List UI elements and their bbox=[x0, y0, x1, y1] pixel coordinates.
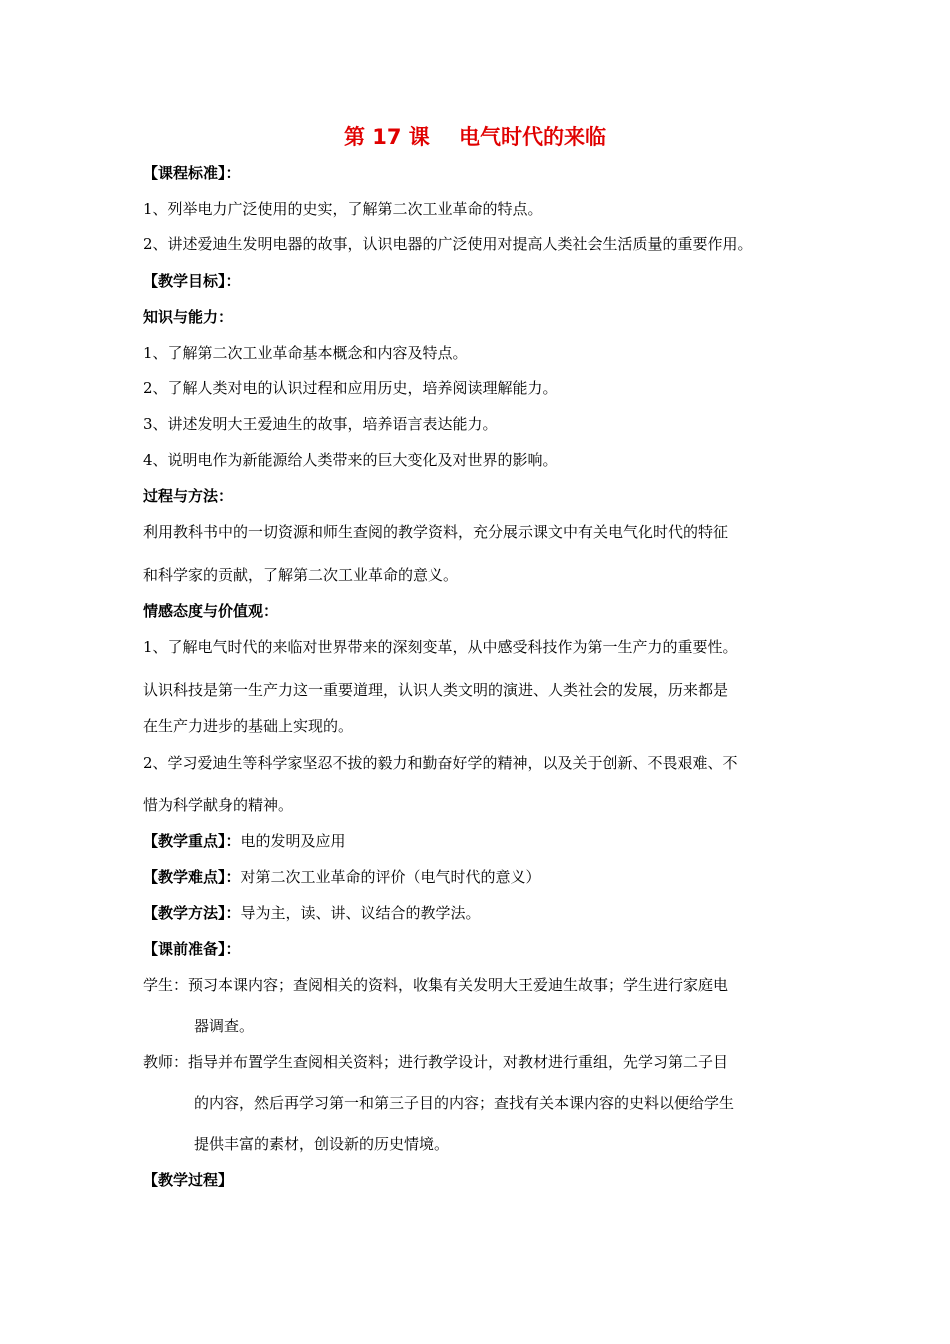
teacher-preparation-line: 教师：指导并布置学生查阅相关资料；进行教学设计，对教材进行重组，先学习第二子目 bbox=[143, 1053, 729, 1071]
teaching-method-label: 【教学方法】： bbox=[143, 904, 241, 922]
attitude-values-line: 惜为科学献身的精神。 bbox=[143, 796, 294, 814]
attitude-values-line: 在生产力进步的基础上实现的。 bbox=[143, 717, 354, 735]
attitude-values-line: 2、学习爱迪生等科学家坚忍不拔的毅力和勤奋好学的精神，以及关于创新、不畏艰难、不 bbox=[143, 754, 738, 772]
difficult-point-label: 【教学难点】： bbox=[143, 868, 241, 886]
course-standard-heading: 【课程标准】： bbox=[143, 164, 241, 182]
difficult-point-text: 对第二次工业革命的评价（电气时代的意义） bbox=[240, 868, 541, 886]
course-standard-item: 2、讲述爱迪生发明电器的故事，认识电器的广泛使用对提高人类社会生活质量的重要作用。 bbox=[143, 235, 753, 253]
knowledge-item: 4、说明电作为新能源给人类带来的巨大变化及对世界的影响。 bbox=[143, 451, 558, 469]
teaching-method-text: 导为主，读、讲、议结合的教学法。 bbox=[240, 904, 481, 922]
teaching-goals-heading: 【教学目标】： bbox=[143, 272, 241, 290]
knowledge-item: 2、了解人类对电的认识过程和应用历史，培养阅读理解能力。 bbox=[143, 379, 558, 397]
teaching-process-heading: 【教学过程】 bbox=[143, 1171, 234, 1189]
process-method-heading: 过程与方法： bbox=[143, 487, 234, 505]
attitude-values-heading: 情感态度与价值观： bbox=[143, 602, 279, 620]
knowledge-item: 3、讲述发明大王爱迪生的故事，培养语言表达能力。 bbox=[143, 415, 498, 433]
preparation-heading: 【课前准备】： bbox=[143, 940, 241, 958]
key-point-label: 【教学重点】： bbox=[143, 832, 241, 850]
knowledge-item: 1、了解第二次工业革命基本概念和内容及特点。 bbox=[143, 344, 468, 362]
knowledge-ability-heading: 知识与能力： bbox=[143, 308, 234, 326]
process-method-line: 和科学家的贡献，了解第二次工业革命的意义。 bbox=[143, 566, 459, 584]
attitude-values-line: 认识科技是第一生产力这一重要道理，认识人类文明的演进、人类社会的发展，历来都是 bbox=[143, 681, 729, 699]
teacher-preparation-line: 的内容，然后再学习第一和第三子目的内容；查找有关本课内容的史料以便给学生 bbox=[194, 1094, 735, 1112]
teacher-preparation-line: 提供丰富的素材，创设新的历史情境。 bbox=[194, 1135, 450, 1153]
difficult-point-row bbox=[143, 867, 541, 887]
student-preparation-line: 学生：预习本课内容；查阅相关的资料，收集有关发明大王爱迪生故事；学生进行家庭电 bbox=[143, 976, 729, 994]
key-point-row bbox=[143, 831, 346, 851]
key-point-text: 电的发明及应用 bbox=[240, 832, 346, 850]
teaching-method-row bbox=[143, 903, 481, 923]
course-standard-item: 1、列举电力广泛使用的史实，了解第二次工业革命的特点。 bbox=[143, 200, 543, 218]
process-method-line: 利用教科书中的一切资源和师生查阅的教学资料，充分展示课文中有关电气化时代的特征 bbox=[143, 523, 729, 541]
attitude-values-line: 1、了解电气时代的来临对世界带来的深刻变革，从中感受科技作为第一生产力的重要性。 bbox=[143, 638, 738, 656]
document-title: 第 17 课 电气时代的来临 bbox=[343, 125, 607, 149]
student-preparation-line: 器调查。 bbox=[194, 1017, 255, 1035]
